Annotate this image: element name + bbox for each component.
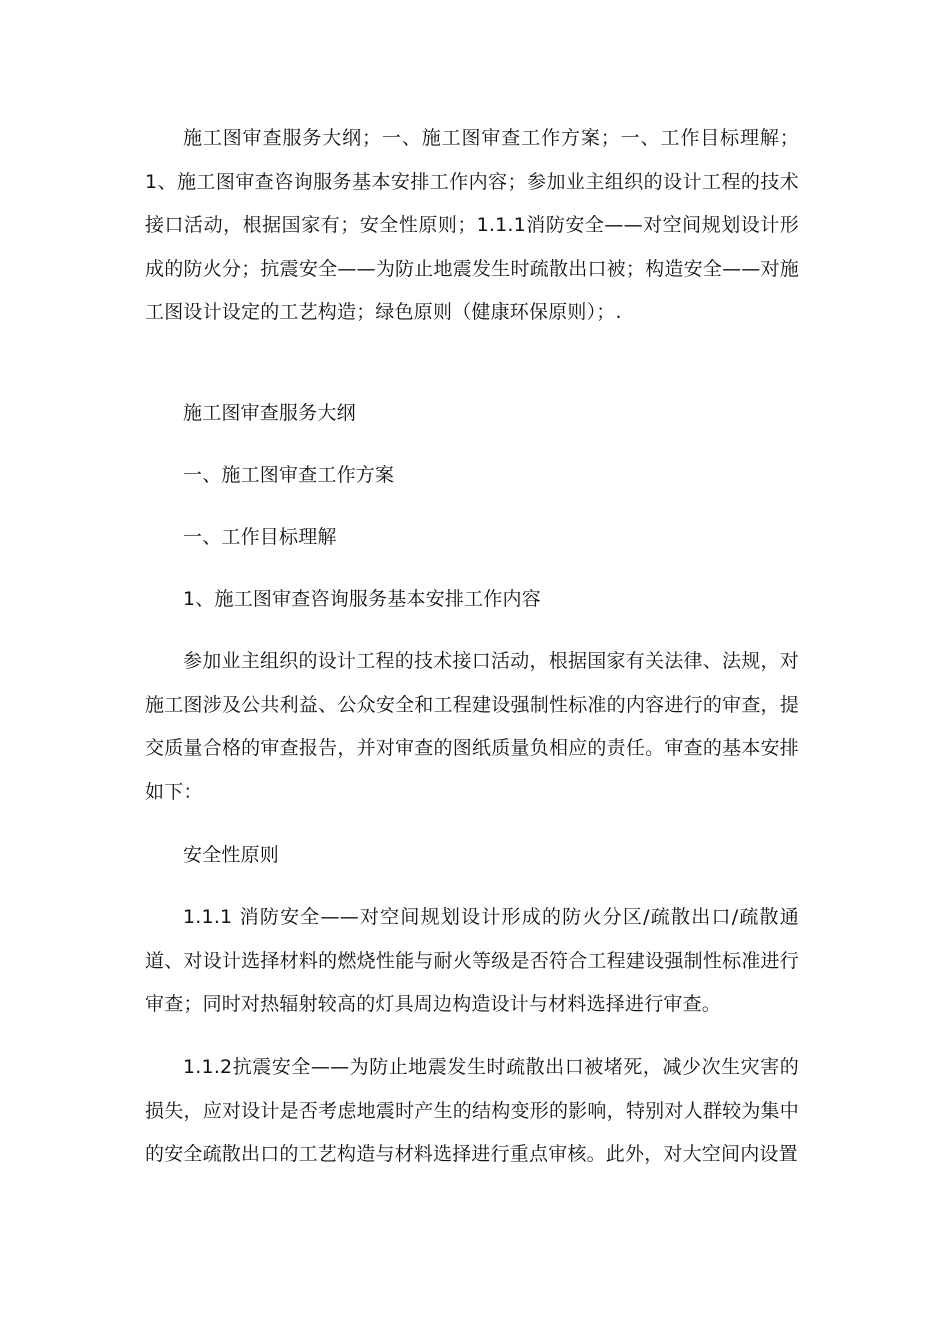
- subsection-heading-service-content: 1、施工图审查咨询服务基本安排工作内容: [183, 588, 541, 610]
- seismic-safety-paragraph: 1.1.2抗震安全——为防止地震发生时疏散出口被堵死，减少次生灾害的损失，应对设计是否考虑地震时产生的结构变形的影响，特别对人群较为集中的安全疏散出口的工艺构造与材料选择进行重点审核。此外，对大空间内设置: [145, 1056, 799, 1165]
- fire-safety-paragraph: 1.1.1 消防安全——对空间规划设计形成的防火分区/疏散出口/疏散通道、对设计选择材料的燃烧性能与耐火等级是否符合工程建设强制性标准进行审查；同时对热辐射较高的灯具周边构造设计与材料选择进行审查。: [145, 906, 799, 1015]
- section-heading-goal: 一、工作目标理解: [183, 526, 337, 548]
- document-title: 施工图审查服务大纲: [183, 402, 356, 424]
- summary-paragraph: 施工图审查服务大纲；一、施工图审查工作方案；一、工作目标理解；1、施工图审查咨询服务基本安排工作内容；参加业主组织的设计工程的技术接口活动，根据国家有；安全性原则；1.1.1消防安全——对空间规划设计形成的防火分；抗震安全——为防止地震发生时疏散出口被；构造安全——对施工图设计设定的工艺构造；绿色原则（健康环保原则）；.: [145, 127, 799, 323]
- service-content-paragraph: 参加业主组织的设计工程的技术接口活动，根据国家有关法律、法规，对施工图涉及公共利益、公众安全和工程建设强制性标准的内容进行的审查，提交质量合格的审查报告，并对审查的图纸质量负相应的责任。审查的基本安排如下：: [145, 650, 799, 803]
- section-heading-work-plan: 一、施工图审查工作方案: [183, 464, 395, 486]
- principle-heading: 安全性原则: [183, 844, 280, 866]
